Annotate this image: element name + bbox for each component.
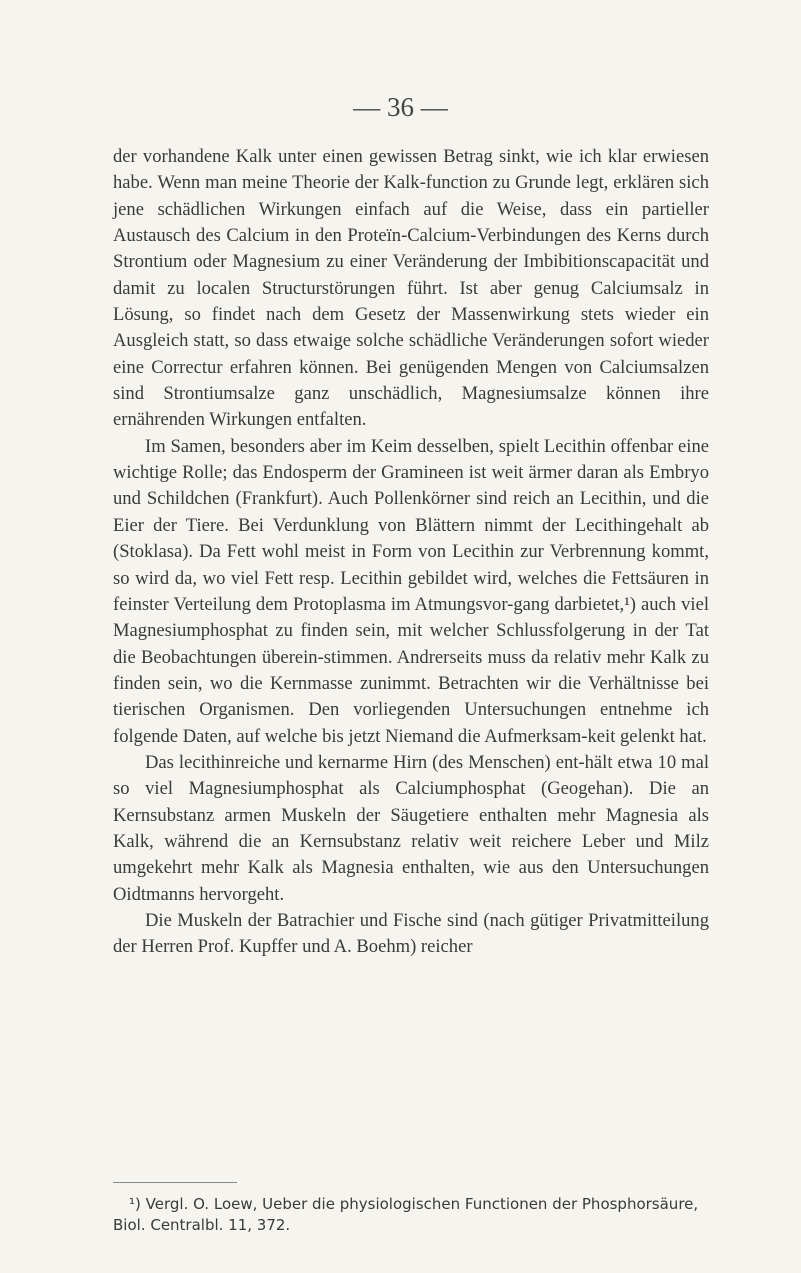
page-number: — 36 — — [353, 92, 448, 122]
footnote-rule — [113, 1182, 237, 1183]
body-text — [113, 144, 709, 961]
footnote-text: Vergl. O. Loew, Ueber die physiologischen Functionen der Phosphorsäure, Biol. Centralbl. 11, 372. — [113, 1195, 699, 1234]
paragraph-4: Die Muskeln der Batrachier und Fische sind (nach gütiger Privatmitteilung der Herren Prof. Kupffer und A. Boehm) reicher — [113, 909, 709, 958]
footnote-marker: ¹) — [129, 1195, 141, 1213]
paragraph-2: Im Samen, besonders aber im Keim desselben, spielt Lecithin offenbar eine wichtige Rolle; das Endosperm der Gramineen ist weit ärmer daran als Embryo und Schildchen (Frankfurt). Auch Pollenkörner sind reich an Lecithin, und die Eier der Tiere. Bei Verdunklung von Blättern nimmt der Lecithingehalt ab (Stoklasa). Da Fett wohl meist in Form von Lecithin zur Verbrennung kommt, so wird da, wo viel Fett resp. Lecithin gebildet wird, welches die Fettsäuren in feinster Verteilung dem Protoplasma im Atmungsvor-gang darbietet,¹) auch viel Magnesiumphosphat zu finden sein, mit welcher Schlussfolgerung in der Tat die Beobachtungen überein-stimmen. Andrerseits muss da relativ mehr Kalk zu finden sein, wo die Kernmasse zunimmt. Betrachten wir die Verhältnisse bei tierischen Organismen. Den vorliegenden Untersuchungen entnehme ich folgende Daten, auf welche bis jetzt Niemand die Aufmerksam-keit gelenkt hat. — [113, 435, 709, 747]
paragraph-3: Das lecithinreiche und kernarme Hirn (des Menschen) ent-hält etwa 10 mal so viel Magnesiumphosphat als Calciumphosphat (Geogehan). Die an Kernsubstanz armen Muskeln der Säugetiere enthalten mehr Magnesia als Kalk, während die an Kernsubstanz relativ weit reichere Leber und Milz umgekehrt mehr Kalk als Magnesia enthalten, wie aus den Untersuchungen Oidtmanns hervorgeht. — [113, 751, 709, 905]
paragraph-1: der vorhandene Kalk unter einen gewissen Betrag sinkt, wie ich klar erwiesen habe. Wenn man meine Theorie der Kalk-function zu Grunde legt, erklären sich jene schädlichen Wirkungen einfach auf die Weise, dass ein partieller Austausch des Calcium in den Proteïn-Calcium-Verbindungen des Kerns durch Strontium oder Magnesium zu einer Veränderung der Imbibitionscapacität und damit zu localen Structurstörungen führt. Ist aber genug Calciumsalz in Lösung, so findet nach dem Gesetz der Massenwirkung stets wieder ein Ausgleich statt, so dass etwaige solche schädliche Veränderungen sofort wieder eine Correctur erfahren können. Bei genügenden Mengen von Calciumsalzen sind Strontiumsalze ganz unschädlich, Magnesiumsalze können ihre ernährenden Wirkungen entfalten. — [113, 146, 709, 431]
footnote — [113, 1194, 709, 1236]
